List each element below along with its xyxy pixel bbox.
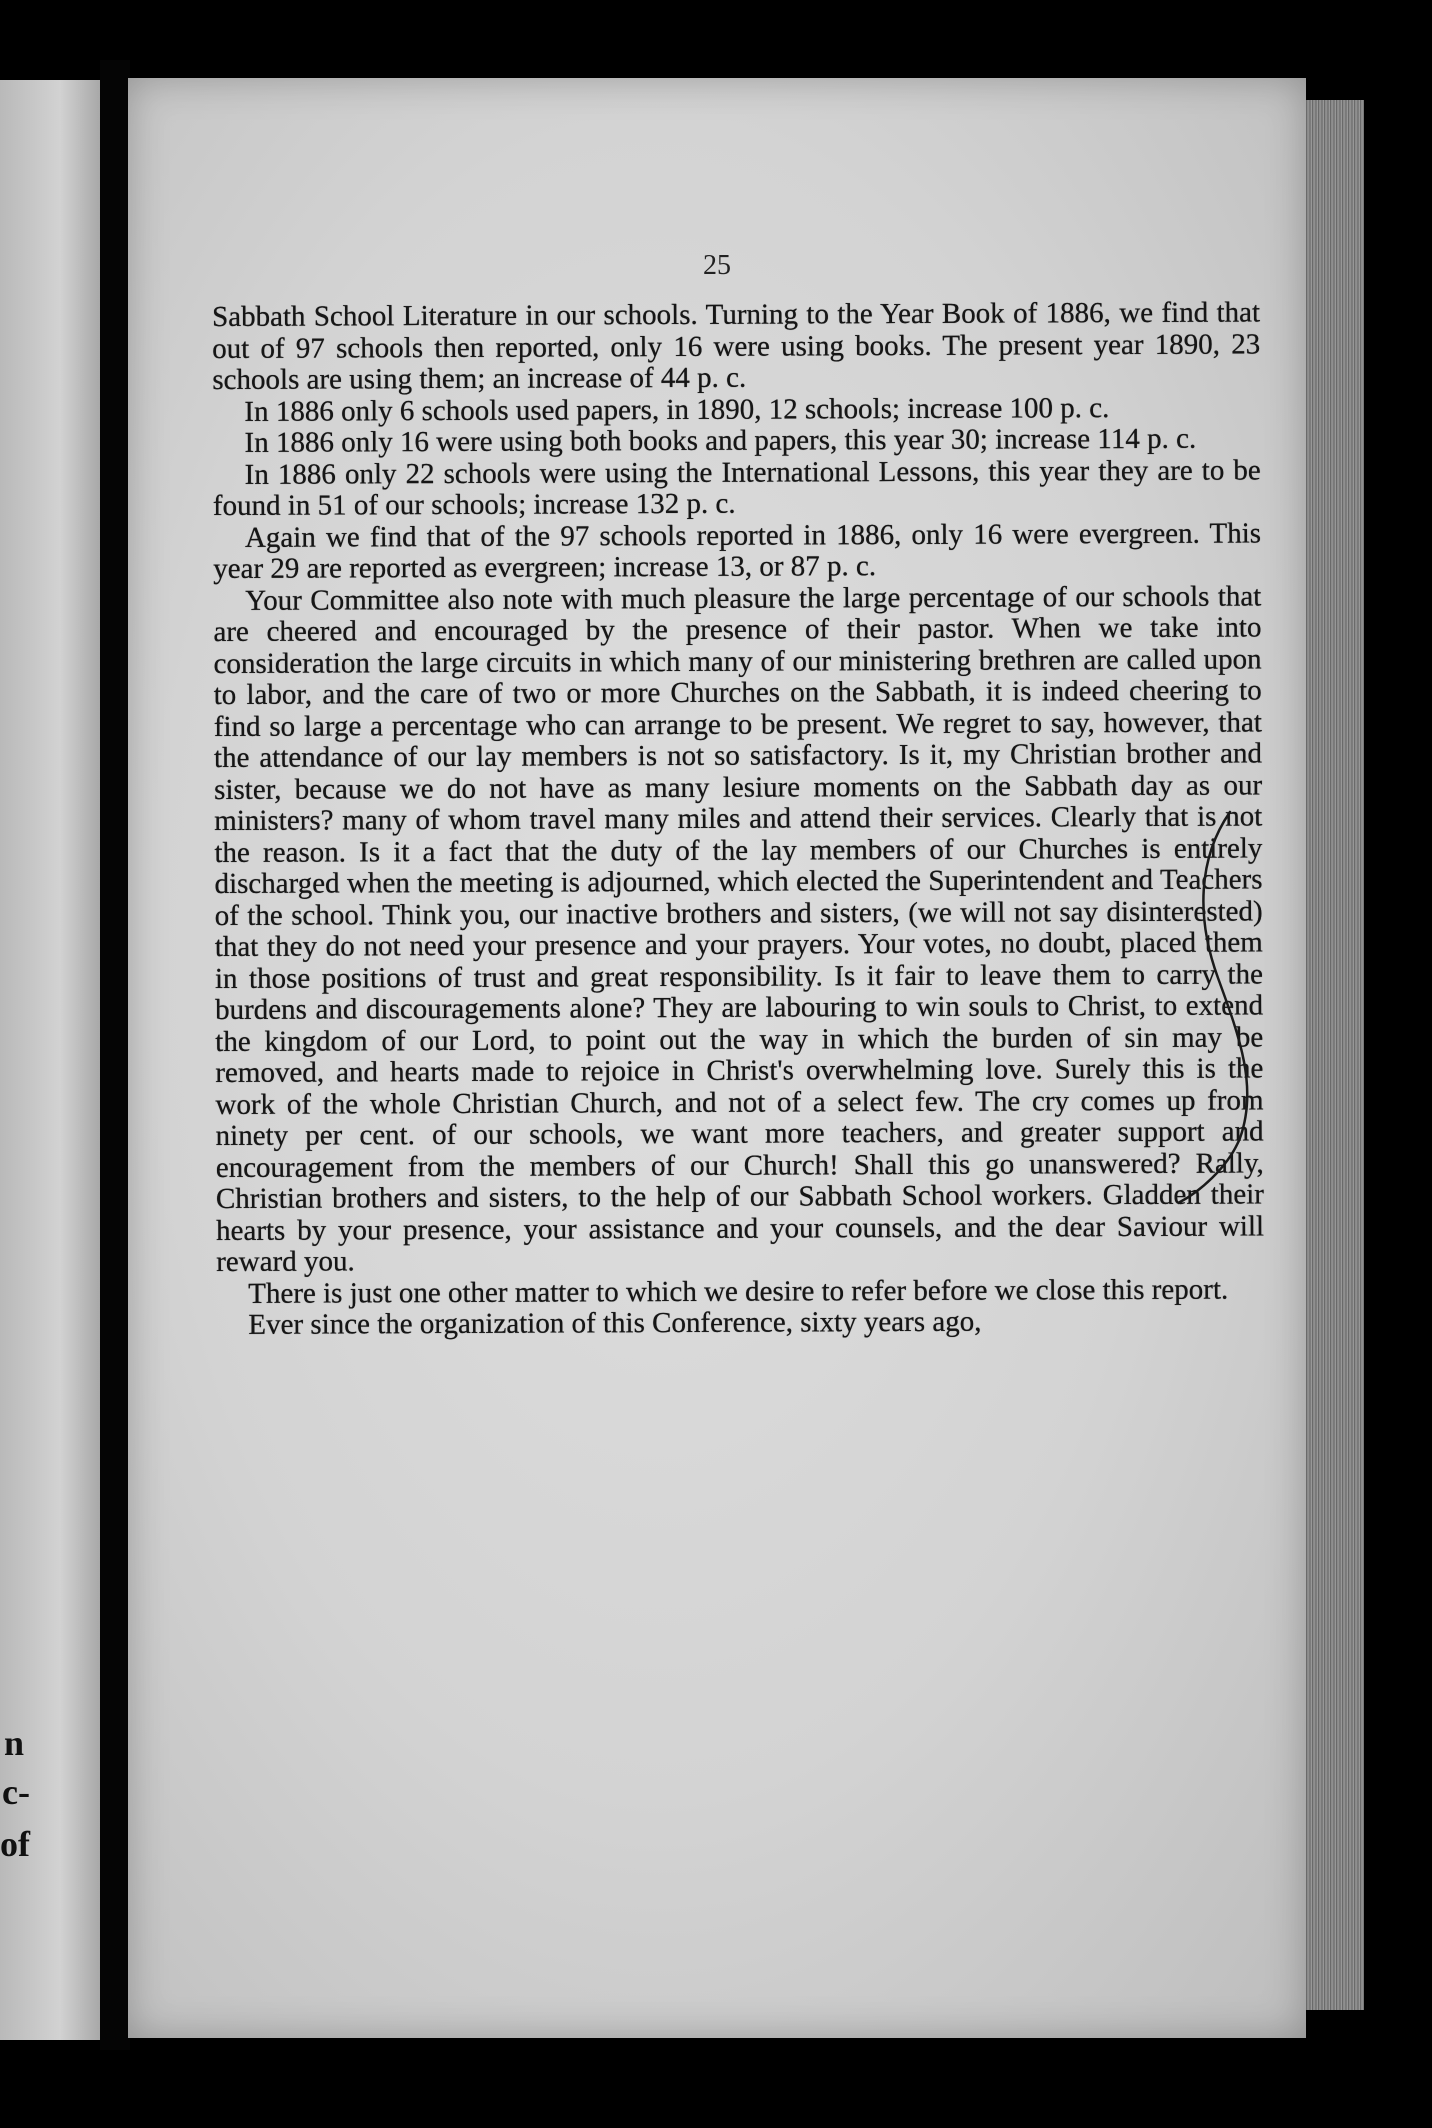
book-page <box>128 78 1306 2038</box>
paragraph-8: Ever since the organization of this Conference, sixty years ago, <box>248 1305 982 1341</box>
paragraph-5: Again we find that of the 97 schools reported in 1886, only 16 were evergreen. This year 29 are reported as evergreen; increase 13, or 87 p. c. <box>213 516 1262 585</box>
left-fragment-3: of <box>0 1824 30 1864</box>
page-body <box>212 297 1265 1341</box>
paragraph-1: Sabbath School Literature in our schools. Turning to the Year Book of 1886, we find that out of 97 schools then reported, only 16 were using books. The present year 1890, 23 schools are using them; an increase of 44 p. c. <box>211 296 1261 396</box>
left-fragment-2: c- <box>2 1772 30 1812</box>
page-number: 25 <box>703 250 731 281</box>
book-gutter <box>100 60 130 2050</box>
left-page-fragment <box>0 80 100 2040</box>
paragraph-4: In 1886 only 22 schools were using the International Lessons, this year they are to be found in 51 of our schools; increase 132 p. c. <box>212 453 1261 522</box>
paragraph-6: Your Committee also note with much pleasure the large percentage of our schools that are cheered and encouraged by the presence of their pastor. When we take into consideration the large circuits in which many of our ministering brethren are called upon to labor, and the care of two or more Churches on the Sabbath, it is indeed cheering to find so large a percentage who can arrange to be present. We regret to say, however, that the attendance of our lay members is not so satisfactory. Is it, my Christian brother and sister, because we do not have as many lesiure moments on the Sabbath day as our ministers? many of whom travel many miles and attend their services. Clearly that is not the reason. Is it a fact that the duty of the lay members of our Churches is entirely discharged when the meeting is adjourned, which elected the Superintendent and Teachers of the school. Think you, our inactive brothers and sisters, (we will not say disinterested) that they do not need your presence and your prayers. Your votes, no doubt, placed them in those positions of trust and great responsibility. Is it fair to leave them to carry the burdens and discouragements alone? They are labouring to win souls to Christ, to extend the kingdom of our Lord, to point out the way in which the burden of sin may be removed, and hearts made to rejoice in Christ's overwhelming love. Surely this is the work of the whole Christian Church, and not of a select few. The cry comes up from ninety per cent. of our schools, we want more teachers, and greater support and encouragement from the members of our Church! Shall this go unanswered? Rally, Christian brothers and sisters, to the help of our Sabbath School workers. Gladden their hearts by your presence, your assistance and your counsels, and the dear Saviour will reward you. <box>213 579 1265 1278</box>
page-stack-edge <box>1306 100 1364 2010</box>
paragraph-7: There is just one other matter to which we desire to refer before we close this report. <box>248 1273 1229 1310</box>
left-fragment-1: n <box>4 1723 25 1763</box>
paragraph-3: In 1886 only 16 were using both books and papers, this year 30; increase 114 p. c. <box>244 422 1197 459</box>
paragraph-2: In 1886 only 6 schools used papers, in 1890, 12 schools; increase 100 p. c. <box>244 391 1110 428</box>
